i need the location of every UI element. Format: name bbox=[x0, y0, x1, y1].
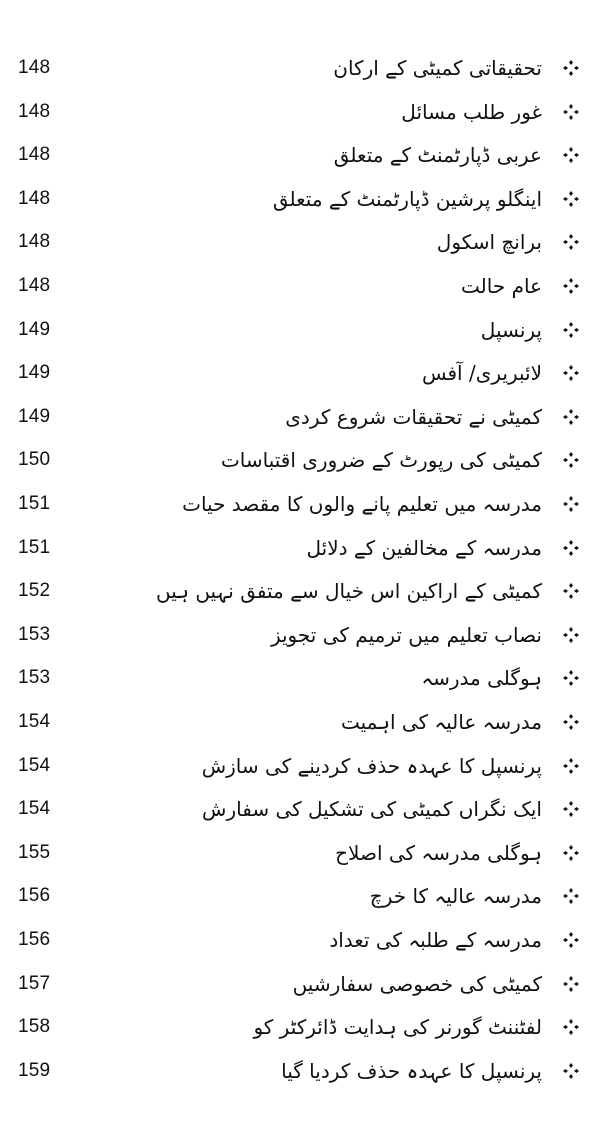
page-number: 157 bbox=[18, 972, 51, 994]
entry-title: ہوگلی مدرسہ bbox=[421, 666, 542, 691]
entry-title: لائبریری/ آفس bbox=[421, 361, 542, 386]
toc-entry bbox=[0, 874, 600, 918]
four-diamond-bullet-icon bbox=[562, 626, 580, 644]
page-number: 150 bbox=[18, 449, 51, 471]
entry-title: عام حالت bbox=[461, 274, 542, 298]
entry-title: کمیٹی کی خصوصی سفارشیں bbox=[292, 971, 542, 996]
page-number: 149 bbox=[18, 318, 51, 340]
four-diamond-bullet-icon bbox=[562, 146, 580, 164]
toc-entry bbox=[0, 744, 600, 788]
toc-entry bbox=[0, 482, 600, 526]
four-diamond-bullet-icon bbox=[562, 669, 580, 687]
toc-entry bbox=[0, 220, 600, 264]
four-diamond-bullet-icon bbox=[562, 887, 580, 905]
toc-entry bbox=[0, 700, 600, 744]
page-number: 155 bbox=[18, 841, 51, 863]
entry-title: مدرسہ کے مخالفین کے دلائل bbox=[306, 535, 542, 560]
entry-title: تحقیقاتی کمیٹی کے ارکان bbox=[333, 56, 542, 80]
entry-title: مدرسہ کے طلبہ کی تعداد bbox=[329, 928, 542, 952]
four-diamond-bullet-icon bbox=[562, 800, 580, 818]
four-diamond-bullet-icon bbox=[562, 59, 580, 77]
page-number: 158 bbox=[18, 1016, 51, 1038]
page-number: 149 bbox=[18, 362, 51, 384]
four-diamond-bullet-icon bbox=[562, 844, 580, 862]
page-number: 153 bbox=[18, 667, 51, 689]
entry-title: عربی ڈپارٹمنٹ کے متعلق bbox=[333, 143, 542, 168]
entry-title: کمیٹی کی رپورٹ کے ضروری اقتباسات bbox=[220, 448, 542, 473]
entry-title: مدرسہ عالیہ کی اہمیت bbox=[341, 710, 542, 734]
four-diamond-bullet-icon bbox=[562, 408, 580, 426]
entry-title: مدرسہ میں تعلیم پانے والوں کا مقصد حیات bbox=[182, 492, 542, 516]
four-diamond-bullet-icon bbox=[562, 321, 580, 339]
four-diamond-bullet-icon bbox=[562, 1062, 580, 1080]
toc-entry bbox=[0, 613, 600, 657]
page-number: 152 bbox=[18, 580, 51, 602]
page-number: 154 bbox=[18, 798, 51, 820]
toc-entry bbox=[0, 918, 600, 962]
four-diamond-bullet-icon bbox=[562, 451, 580, 469]
entry-title: پرنسپل bbox=[480, 317, 542, 342]
toc-entry bbox=[0, 1005, 600, 1049]
page-number: 159 bbox=[18, 1059, 51, 1081]
toc-entry bbox=[0, 133, 600, 177]
toc-entry bbox=[0, 308, 600, 352]
four-diamond-bullet-icon bbox=[562, 931, 580, 949]
toc-entry bbox=[0, 264, 600, 308]
page-number: 153 bbox=[18, 623, 51, 645]
four-diamond-bullet-icon bbox=[562, 1018, 580, 1036]
page-number: 156 bbox=[18, 929, 51, 950]
toc-entry bbox=[0, 962, 600, 1006]
four-diamond-bullet-icon bbox=[562, 757, 580, 775]
toc-entry bbox=[0, 395, 600, 439]
toc-entry bbox=[0, 526, 600, 570]
toc-entry bbox=[0, 569, 600, 613]
four-diamond-bullet-icon bbox=[562, 539, 580, 557]
toc-entry bbox=[0, 438, 600, 482]
page-number: 151 bbox=[18, 536, 51, 558]
entry-title: کمیٹی کے اراکین اس خیال سے متفق نہیں ہیں bbox=[155, 579, 542, 604]
page-number: 154 bbox=[18, 711, 51, 732]
four-diamond-bullet-icon bbox=[562, 713, 580, 731]
entry-title: نصاب تعلیم میں ترمیم کی تجویز bbox=[270, 622, 542, 647]
toc-entry bbox=[0, 177, 600, 221]
toc-entry bbox=[0, 90, 600, 134]
four-diamond-bullet-icon bbox=[562, 582, 580, 600]
entry-title: ہوگلی مدرسہ کی اصلاح bbox=[335, 840, 542, 865]
toc-entry bbox=[0, 1049, 600, 1093]
toc-entry bbox=[0, 831, 600, 875]
four-diamond-bullet-icon bbox=[562, 190, 580, 208]
entry-title: پرنسپل کا عہدہ حذف کردیا گیا bbox=[281, 1058, 542, 1083]
four-diamond-bullet-icon bbox=[562, 103, 580, 121]
four-diamond-bullet-icon bbox=[562, 495, 580, 513]
four-diamond-bullet-icon bbox=[562, 975, 580, 993]
page-number: 148 bbox=[18, 231, 51, 253]
page-number: 148 bbox=[18, 144, 51, 166]
page-number: 148 bbox=[18, 100, 51, 122]
entry-title: برانچ اسکول bbox=[436, 230, 542, 255]
four-diamond-bullet-icon bbox=[562, 364, 580, 382]
toc-entry bbox=[0, 351, 600, 395]
toc-entry bbox=[0, 656, 600, 700]
page-number: 148 bbox=[18, 275, 51, 296]
entry-title: اینگلو پرشین ڈپارٹمنٹ کے متعلق bbox=[272, 186, 542, 211]
page-number: 149 bbox=[18, 405, 51, 427]
page-number: 154 bbox=[18, 754, 51, 776]
toc-entry bbox=[0, 46, 600, 90]
entry-title: ایک نگراں کمیٹی کی تشکیل کی سفارش bbox=[202, 797, 542, 822]
four-diamond-bullet-icon bbox=[562, 233, 580, 251]
page-number: 148 bbox=[18, 57, 51, 78]
toc-entry bbox=[0, 787, 600, 831]
page-number: 151 bbox=[18, 493, 51, 514]
page-number: 148 bbox=[18, 187, 51, 209]
entry-title: مدرسہ عالیہ کا خرچ bbox=[369, 884, 542, 909]
entry-title: لفٹننٹ گورنر کی ہدایت ڈائرکٹر کو bbox=[253, 1015, 542, 1040]
four-diamond-bullet-icon bbox=[562, 277, 580, 295]
page-number: 156 bbox=[18, 885, 51, 907]
entry-title: غور طلب مسائل bbox=[401, 99, 542, 124]
entry-title: کمیٹی نے تحقیقات شروع کردی bbox=[285, 404, 542, 429]
entry-title: پرنسپل کا عہدہ حذف کردینے کی سازش bbox=[201, 753, 542, 778]
